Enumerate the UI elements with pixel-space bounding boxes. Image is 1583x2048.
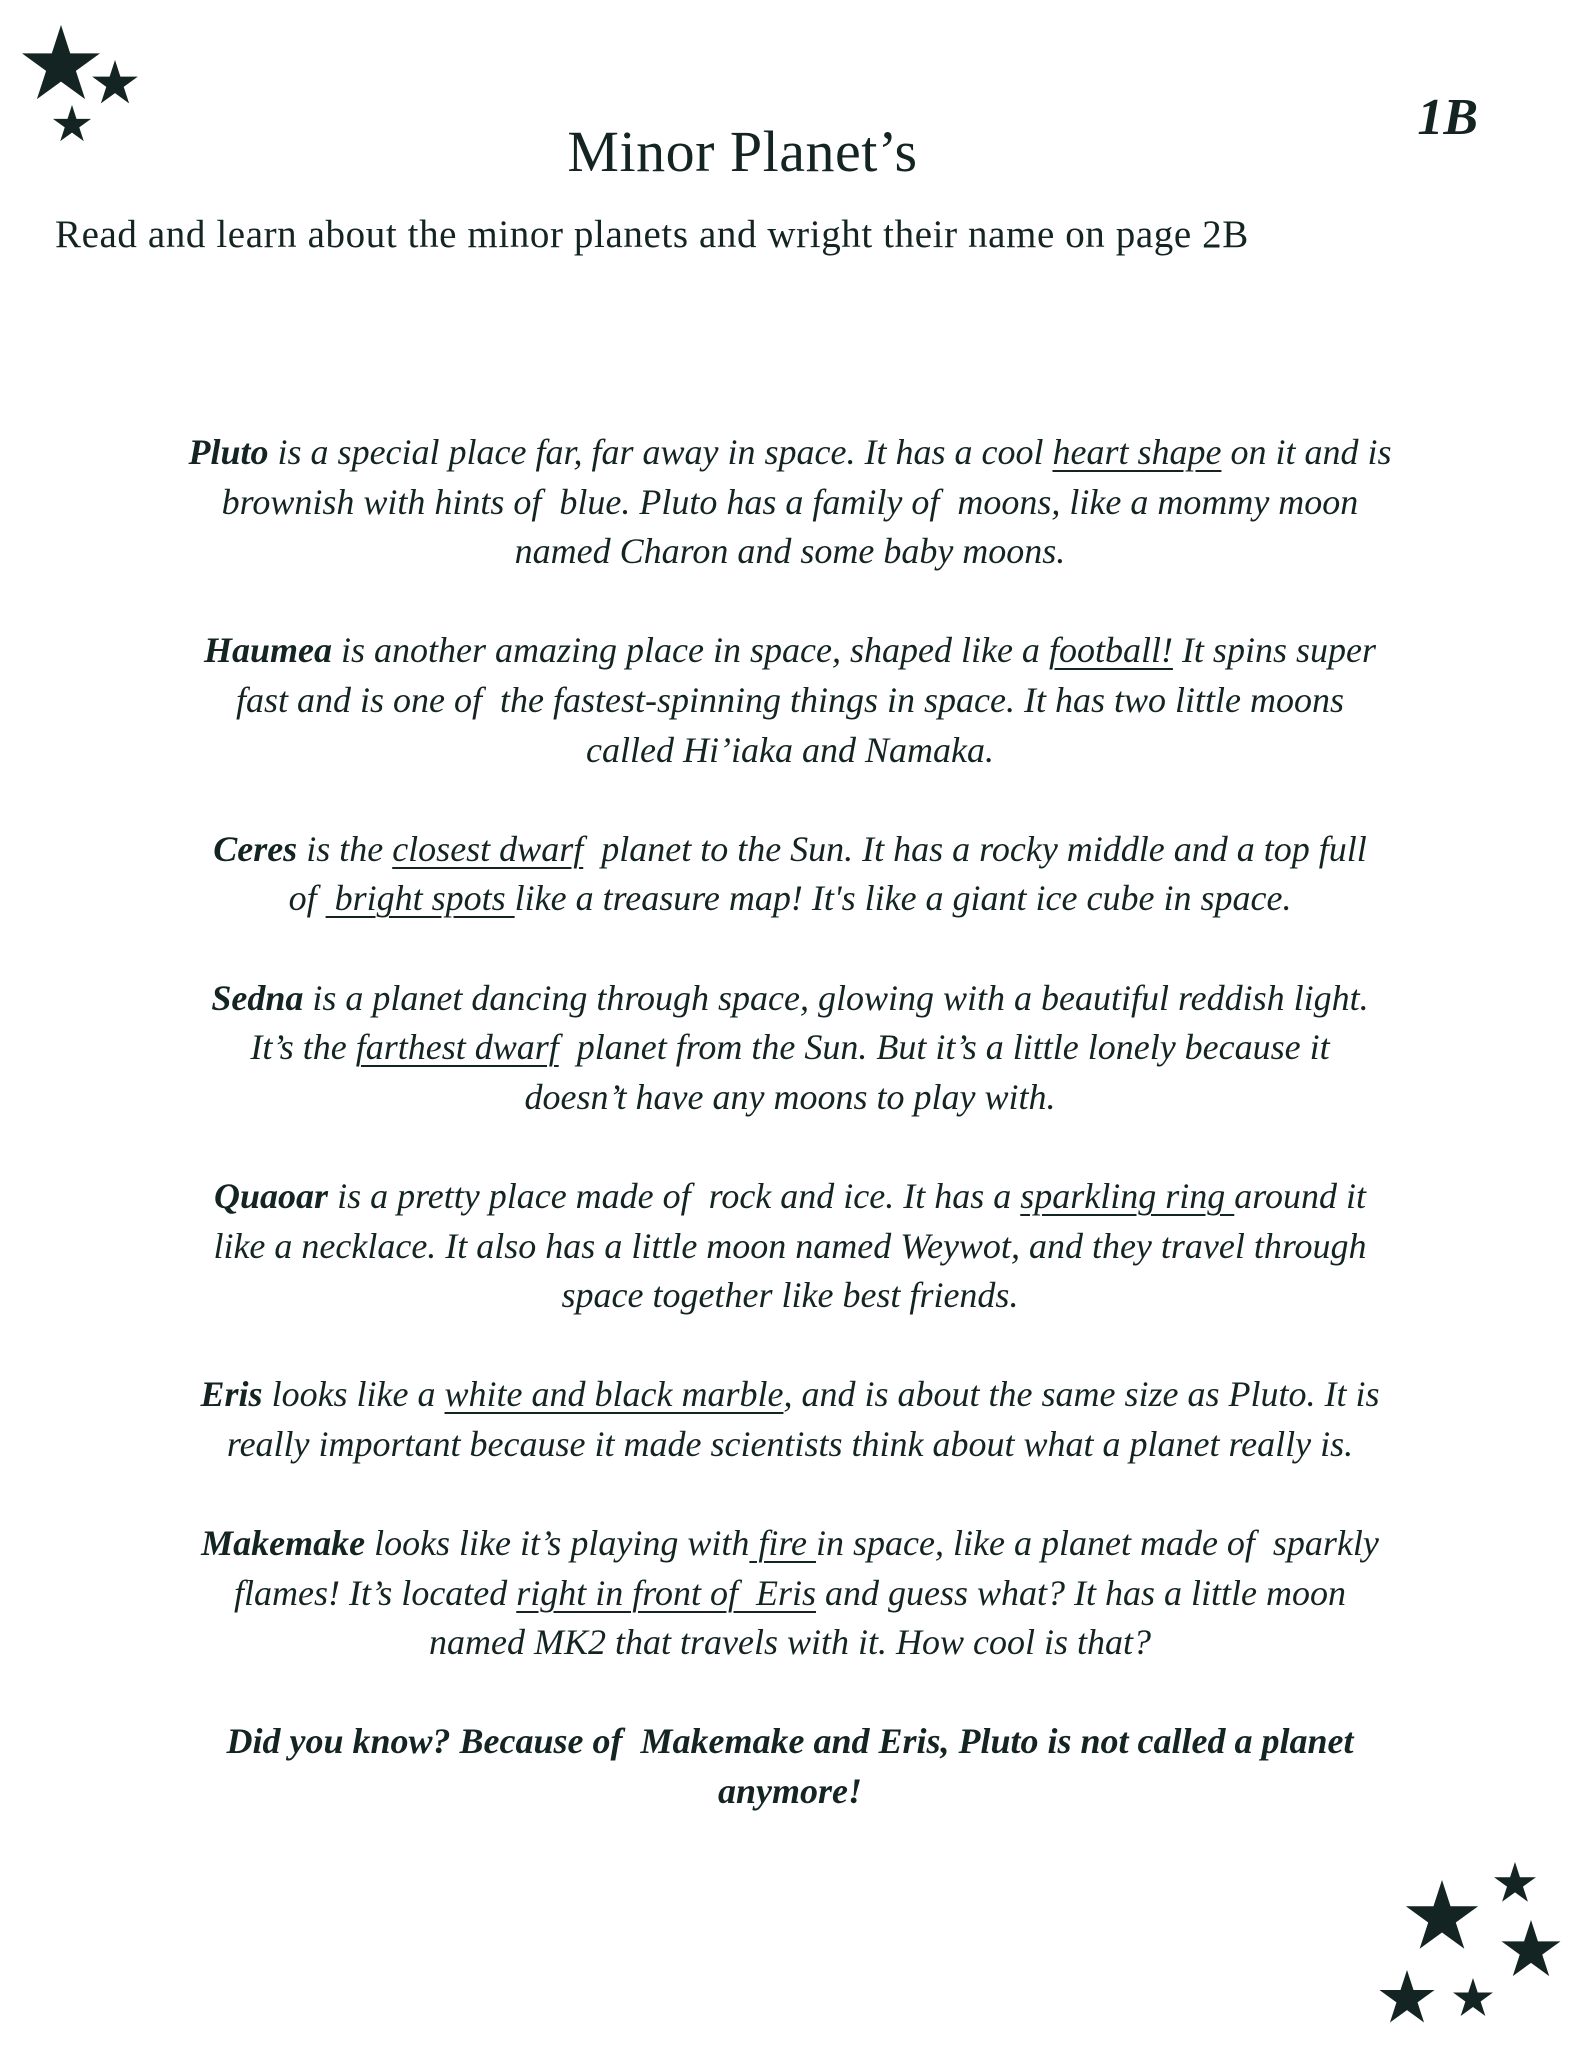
planet-name: Haumea xyxy=(204,630,333,671)
text-line xyxy=(80,428,1500,478)
text-segment: is a special place far, far away in space. It has a cool xyxy=(268,432,1053,472)
text-segment: of xyxy=(288,878,326,919)
text-segment: like a necklace. It also has a little moon named Weywot, and they travel through xyxy=(213,1225,1367,1266)
text-segment: , and is about the same size as Pluto. It is xyxy=(783,1374,1380,1415)
text-line xyxy=(80,1767,1500,1817)
planet-name: Eris xyxy=(200,1374,263,1415)
text-line xyxy=(80,874,1500,924)
underlined-phrase: white and black marble xyxy=(444,1374,784,1415)
text-segment: looks like a xyxy=(262,1374,445,1415)
planet-paragraph xyxy=(80,1370,1500,1469)
text-line xyxy=(80,1569,1500,1619)
text-line xyxy=(80,1172,1500,1222)
text-line xyxy=(80,1023,1500,1073)
page-title: Minor Planet’s xyxy=(567,119,918,184)
text-line xyxy=(80,1618,1500,1668)
text-segment: named MK2 that travels with it. How cool is that? xyxy=(429,1622,1151,1663)
text-segment: really important because it made scientists think about what a planet really is. xyxy=(226,1423,1354,1464)
underlined-phrase: fire xyxy=(749,1523,817,1564)
text-line xyxy=(80,1222,1500,1272)
planet-paragraph xyxy=(80,1172,1500,1321)
star-icon xyxy=(1404,1880,1480,1956)
text-segment: space together like best friends. xyxy=(561,1275,1019,1316)
text-line xyxy=(80,1271,1500,1321)
text-segment: is the xyxy=(297,828,393,869)
text-segment: flames! It’s located xyxy=(233,1572,517,1613)
underlined-phrase: closest dwarf xyxy=(392,828,584,869)
planet-paragraph xyxy=(80,974,1500,1123)
text-segment: on it and is xyxy=(1221,432,1392,472)
text-segment: brownish with hints of blue. Pluto has a family of moons, like a mommy moon xyxy=(221,481,1359,522)
text-line xyxy=(80,1717,1500,1767)
planet-paragraph xyxy=(80,626,1500,775)
planet-name: Pluto xyxy=(188,432,269,472)
planet-name: Did you know? Because of Makemake and Eris, Pluto is not called a planet xyxy=(226,1721,1354,1762)
planet-paragraph xyxy=(80,825,1500,924)
planet-name: anymore! xyxy=(718,1771,862,1812)
text-line xyxy=(80,974,1500,1024)
text-line xyxy=(80,1073,1500,1123)
planet-paragraph xyxy=(80,428,1500,577)
text-segment: It’s the xyxy=(250,1027,356,1068)
underlined-phrase: football! xyxy=(1048,630,1173,671)
star-icon xyxy=(1452,1978,1494,2020)
star-icon xyxy=(1493,1862,1537,1906)
page-number: 1B xyxy=(1417,89,1478,146)
text-line xyxy=(80,1519,1500,1569)
underlined-phrase: farthest dwarf xyxy=(355,1027,559,1068)
text-segment: looks like it’s playing with xyxy=(365,1523,750,1564)
text-segment: called Hi’iaka and Namaka. xyxy=(586,729,994,770)
text-line xyxy=(80,478,1500,528)
text-line xyxy=(80,626,1500,676)
text-line xyxy=(80,825,1500,875)
text-segment: It spins super xyxy=(1172,630,1376,671)
text-line xyxy=(80,676,1500,726)
text-segment: in space, like a planet made of sparkly xyxy=(816,1523,1379,1564)
star-icon xyxy=(1500,1920,1562,1982)
underlined-phrase: right in front of Eris xyxy=(516,1572,816,1613)
text-segment: is a pretty place made of rock and ice. It has a xyxy=(328,1175,1021,1216)
star-icon xyxy=(91,60,139,108)
text-segment: and guess what? It has a little moon xyxy=(816,1572,1346,1613)
text-segment: planet to the Sun. It has a rocky middle and a top full xyxy=(583,828,1367,869)
planet-name: Ceres xyxy=(213,828,298,869)
instructions: Read and learn about the minor planets and wright their name on page 2B xyxy=(55,213,1249,256)
text-segment: is another amazing place in space, shaped like a xyxy=(332,630,1049,671)
planet-paragraph xyxy=(80,1519,1500,1668)
text-line xyxy=(80,527,1500,577)
text-line xyxy=(80,1420,1500,1470)
star-icon xyxy=(1378,1970,1436,2028)
star-icon xyxy=(20,25,102,107)
underlined-phrase: heart shape xyxy=(1052,432,1222,472)
reading-passage xyxy=(80,428,1500,1866)
text-segment: named Charon and some baby moons. xyxy=(514,531,1066,572)
text-segment: doesn’t have any moons to play with. xyxy=(524,1076,1056,1117)
planet-name: Quaoar xyxy=(214,1175,329,1216)
text-line xyxy=(80,726,1500,776)
text-segment: is a planet dancing through space, glowing with a beautiful reddish light. xyxy=(303,977,1369,1018)
underlined-phrase: bright spots xyxy=(325,878,515,919)
planet-name: Makemake xyxy=(201,1523,366,1564)
text-segment: fast and is one of the fastest-spinning things in space. It has two little moons xyxy=(236,679,1344,720)
underlined-phrase: sparkling ring xyxy=(1020,1175,1235,1216)
text-line xyxy=(80,1370,1500,1420)
planet-name: Sedna xyxy=(211,977,304,1018)
text-segment: around it xyxy=(1234,1175,1366,1216)
text-segment: like a treasure map! It's like a giant ice cube in space. xyxy=(514,878,1292,919)
text-segment: planet from the Sun. But it’s a little lonely because it xyxy=(558,1027,1330,1068)
planet-paragraph xyxy=(80,1717,1500,1816)
